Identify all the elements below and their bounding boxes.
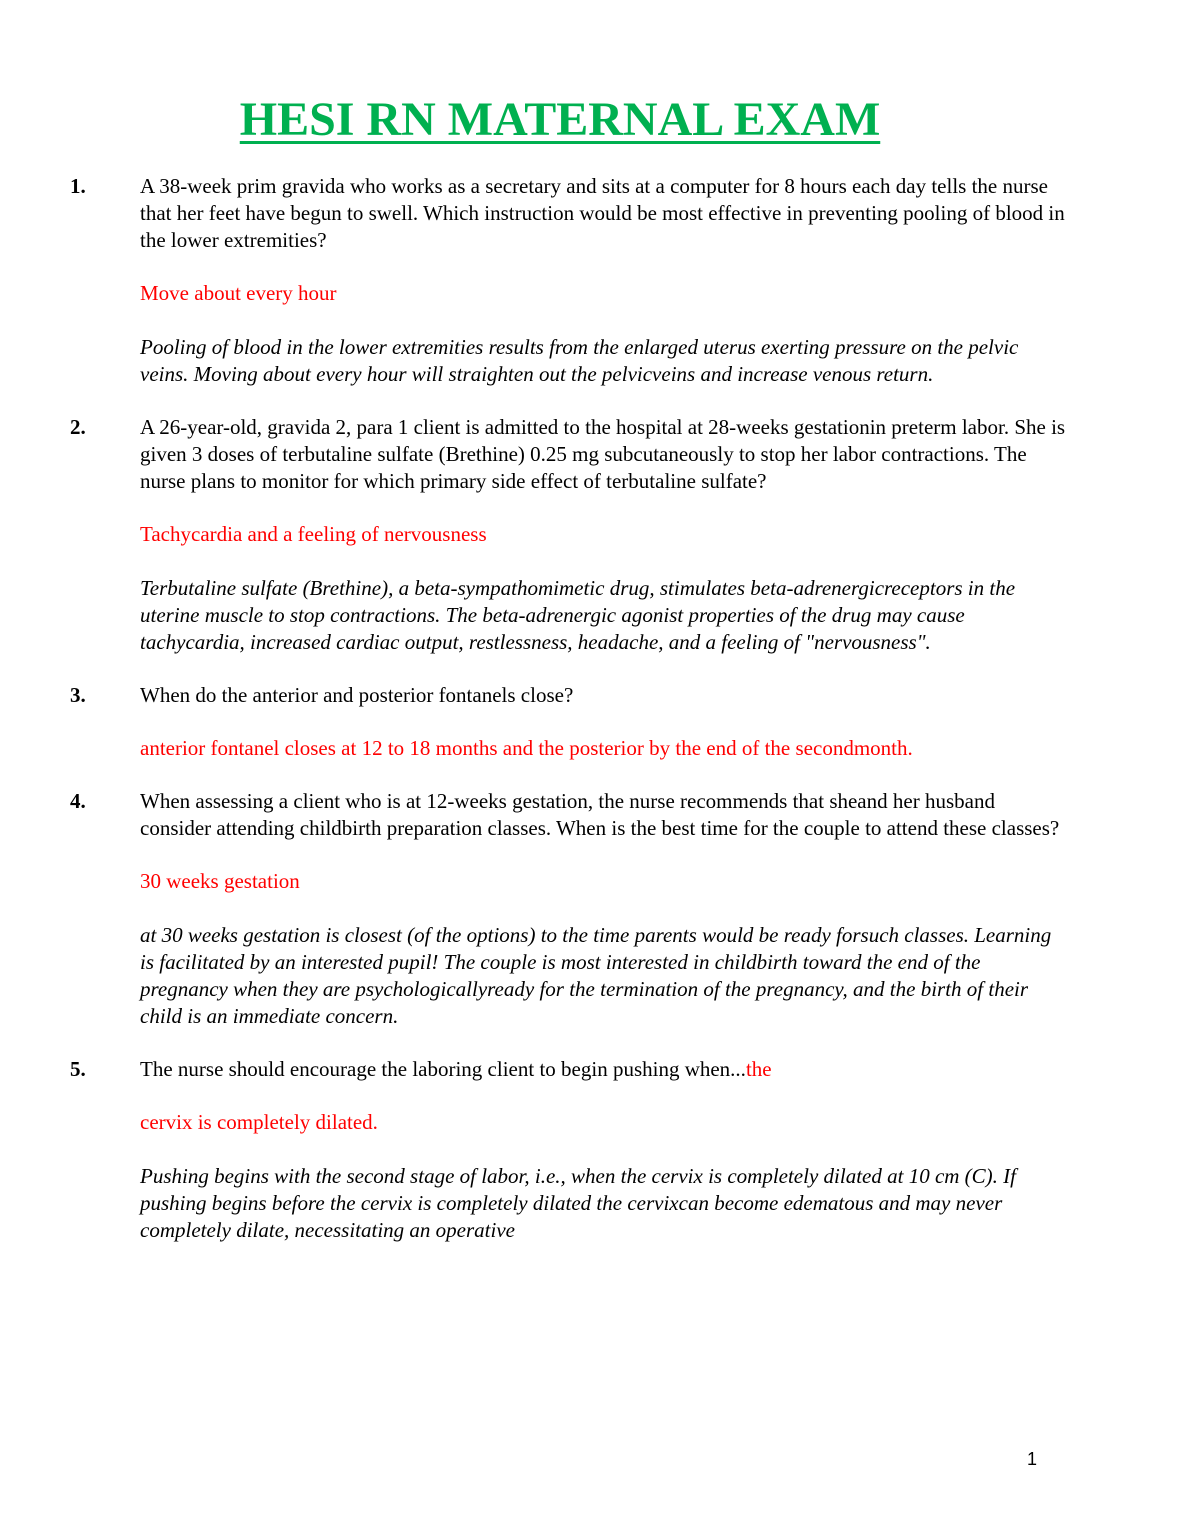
question-body: [140, 682, 1070, 762]
answer-text: anterior fontanel closes at 12 to 18 months and the posterior by the end of the secondmonth.: [140, 736, 913, 760]
question-text-main: The nurse should encourage the laboring client to begin pushing when...: [140, 1057, 746, 1081]
question-text: When assessing a client who is at 12-weeks gestation, the nurse recommends that sheand her husband consider attending childbirth preparation classes. When is the best time for the couple to attend these classes?: [140, 789, 1060, 840]
question-body: [140, 788, 1070, 1030]
question-item-1: [0, 173, 1190, 388]
question-item-5: [0, 1056, 1190, 1244]
question-body: [140, 1056, 1070, 1244]
question-number: 3.: [70, 683, 86, 707]
page-title: HESI RN MATERNAL EXAM: [239, 93, 881, 146]
rationale-text: Pushing begins with the second stage of labor, i.e., when the cervix is completely dilated at 10 cm (C). If pushing begins before the cervix is completely dilated the cervixcan become edematous and may never completely dilate, necessitating an operative: [140, 1164, 1017, 1242]
question-number: 1.: [70, 174, 86, 198]
question-text: [140, 1056, 1070, 1083]
question-item-2: [0, 414, 1190, 656]
question-item-3: [0, 682, 1190, 762]
question-number: 5.: [70, 1057, 86, 1081]
question-number: 2.: [70, 415, 86, 439]
rationale-text: Pooling of blood in the lower extremities results from the enlarged uterus exerting pressure on the pelvic veins. Moving about every hour will straighten out the pelvicveins and increase venous return.: [140, 335, 1019, 386]
question-text: A 38-week prim gravida who works as a secretary and sits at a computer for 8 hours each day tells the nurse that her feet have begun to swell. Which instruction would be most effective in preventing pooling of blood in the lower extremities?: [140, 174, 1065, 252]
question-list: [0, 173, 1190, 1270]
rationale-text: at 30 weeks gestation is closest (of the options) to the time parents would be ready forsuch classes. Learning is facilitated by an interested pupil! The couple is most interested in childbirth toward the end of the pregnancy when they are psychologicallyready for the termination of the pregnancy, and the birth of their child is an immediate concern.: [140, 923, 1052, 1028]
question-item-4: [0, 788, 1190, 1030]
rationale-text: Terbutaline sulfate (Brethine), a beta-sympathomimetic drug, stimulates beta-adrenergicreceptors in the uterine muscle to stop contractions. The beta-adrenergic agonist properties of the drug may cause tachycardia, increased cardiac output, restlessness, headache, and a feeling of "nervousness".: [140, 576, 1016, 654]
question-number: 4.: [70, 789, 86, 813]
answer-text: Move about every hour: [140, 281, 337, 305]
question-body: [140, 414, 1070, 656]
answer-text: cervix is completely dilated.: [140, 1110, 378, 1134]
question-body: [140, 173, 1070, 388]
question-text: When do the anterior and posterior fontanels close?: [140, 683, 574, 707]
answer-text: 30 weeks gestation: [140, 869, 300, 893]
answer-text: Tachycardia and a feeling of nervousness: [140, 522, 487, 546]
inline-answer-text: the: [745, 1057, 772, 1081]
page-number: 1: [1027, 1449, 1038, 1469]
question-text: A 26-year-old, gravida 2, para 1 client is admitted to the hospital at 28-weeks gestationin preterm labor. She is given 3 doses of terbutaline sulfate (Brethine) 0.25 mg subcutaneously to stop her labor contractions. The nurse plans to monitor for which primary side effect of terbutaline sulfate?: [140, 415, 1066, 493]
